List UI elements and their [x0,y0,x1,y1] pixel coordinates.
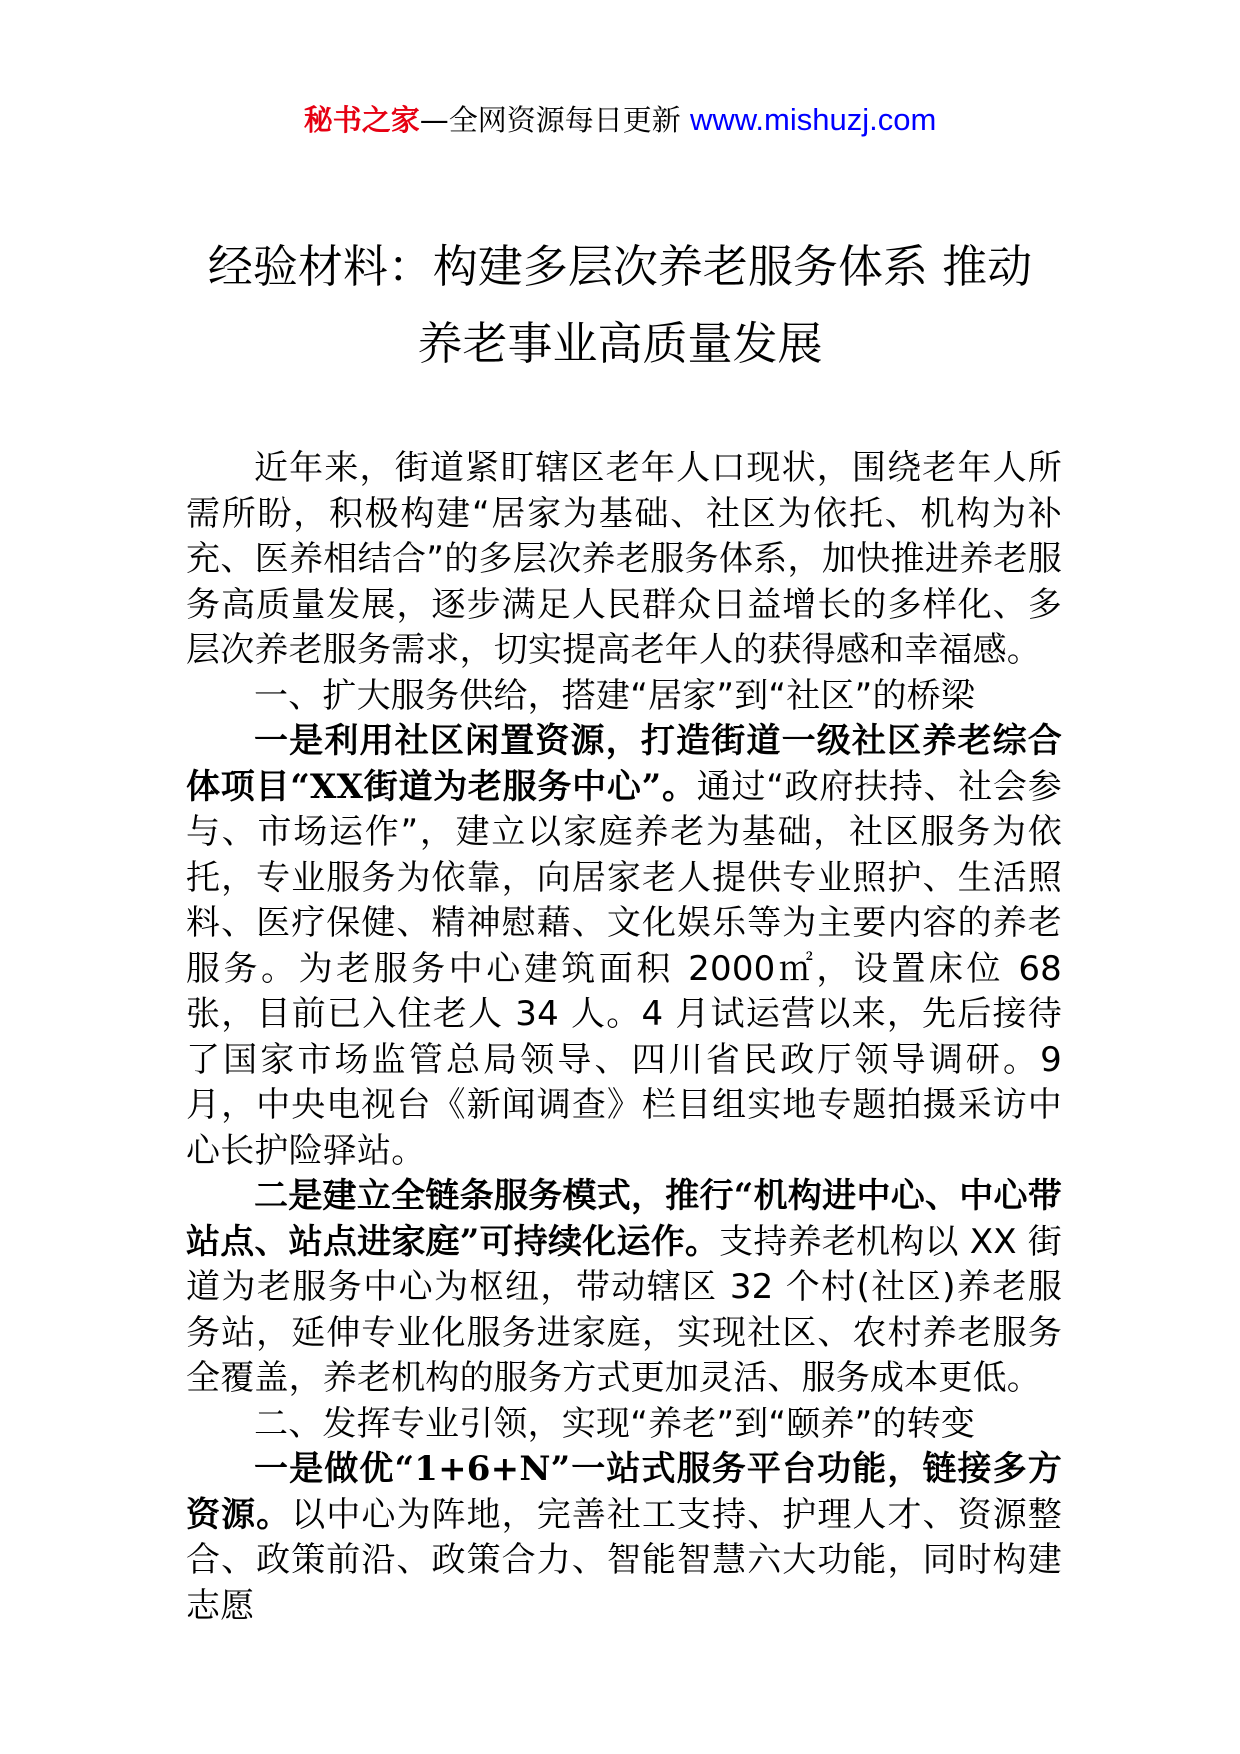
paragraph-intro [186,446,1062,674]
site-url-link[interactable]: www.mishuzj.com [689,102,937,137]
paragraph-text: 近年来，街道紧盯辖区老年人口现状，围绕老年人所需所盼，积极构建“居家为基础、社区为依托、机构为补充、医养相结合”的多层次养老服务体系，加快推进养老服务高质量发展，逐步满足人民群众日益增长的多样化、多层次养老服务需求，切实提高老年人的获得感和幸福感。 [186,448,1062,670]
paragraph-item-1-2 [186,1174,1062,1402]
section-heading-2 [186,1402,1062,1448]
document-title-line-2: 养老事业高质量发展 [417,317,823,370]
site-slogan: —全网资源每日更新 [419,103,690,137]
site-header [0,100,1240,140]
section-heading-1 [186,674,1062,720]
paragraph-lead: 二是建立全链条服务模式，推行“机构进中心、中心带站点、站点进家庭”可持续化运作。 [186,1176,1062,1262]
paragraph-item-1-1 [186,719,1062,1174]
document-body [186,446,1062,1629]
site-brand: 秘书之家 [303,103,420,137]
paragraph-item-2-1 [186,1447,1062,1629]
paragraph-lead: 一是做优“1+6+N”一站式服务平台功能，链接多方资源。 [186,1449,1062,1535]
paragraph-text: 二、发挥专业引领，实现“养老”到“颐养”的转变 [254,1403,976,1444]
paragraph-text: 一、扩大服务供给，搭建“居家”到“社区”的桥梁 [254,675,976,716]
paragraph-lead: 一是利用社区闲置资源，打造街道一级社区养老综合体项目“XX街道为老服务中心”。 [186,721,1062,807]
paragraph-text: 支持养老机构以 XX 街道为老服务中心为枢纽，带动辖区 32 个村(社区)养老服务站，延伸专业化服务进家庭，实现社区、农村养老服务全覆盖，养老机构的服务方式更加灵活、服务成本更低。 [186,1221,1062,1398]
paragraph-text: 通过“政府扶持、社会参与、市场运作”，建立以家庭养老为基础，社区服务为依托，专业服务为依靠，向居家老人提供专业照护、生活照料、医疗保健、精神慰藉、文化娱乐等为主要内容的养老服务。为老服务中心建筑面积 2000㎡，设置床位 68 张，目前已入住老人 34 人。4 月试运营以来，先后接待了国家市场监管总局领导、四川省民政厅领导调研。9 月，中央电视台《新闻调查》栏目组实地专题拍摄采访中心长护险驿站。 [186,766,1062,1171]
document-title [150,228,1090,382]
document-title-line-1: 经验材料：构建多层次养老服务体系 推动 [207,240,1033,293]
paragraph-text: 以中心为阵地，完善社工支持、护理人才、资源整合、政策前沿、政策合力、智能智慧六大功能，同时构建志愿 [186,1494,1062,1626]
